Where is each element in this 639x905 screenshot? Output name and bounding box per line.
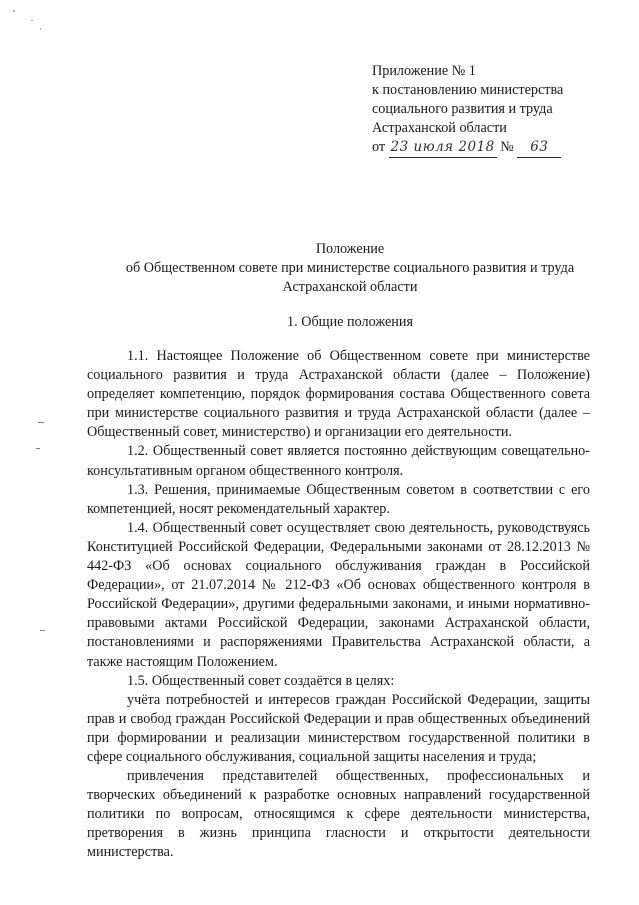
scan-speck <box>31 20 33 21</box>
document-title <box>60 240 639 297</box>
appendix-line: Приложение № 1 <box>372 63 476 79</box>
paragraph: учёта потребностей и интересов граждан Российской Федерации, защиты прав и свобод граждан Российской Федерации и прав общественных объединений при формировании и реализации министерством государственной политики в сфере социального обслуживания, социальной защиты населения и труда; <box>87 691 590 765</box>
handwritten-number: 63 <box>517 138 561 158</box>
handwritten-date: 23 июля 2018 <box>389 138 497 158</box>
paragraph: 1.4. Общественный совет осуществляет свою деятельность, руководствуясь Конституцией Российской Федерации, Федеральными законами от 28.12.2013 № 442-ФЗ «Об основах социального обслуживания граждан в Российской Федерации», от 21.07.2014 № 212-ФЗ «Об основах общественного контроля в Российской Федерации», другими федеральными законами, и иными нормативно-правовыми актами Российской Федерации, законами Астраханской области, постановлениями и распоряжениями Правительства Астраханской области, а также настоящим Положением. <box>87 519 590 670</box>
title-line: Астраханской области <box>282 279 418 295</box>
scan-speck <box>13 10 15 12</box>
scan-mark <box>40 630 45 631</box>
document-body <box>87 347 590 863</box>
appendix-date-line <box>372 138 622 158</box>
paragraph: 1.3. Решения, принимаемые Общественным советом в соответствии с его компетенцией, носят рекомендательный характер. <box>87 481 590 517</box>
number-prefix: № <box>500 139 514 155</box>
paragraph: 1.1. Настоящее Положение об Общественном совете при министерстве социального развития и труда Астраханской области (далее – Положение) определяет компетенцию, порядок формирования состава Общественного совета при министерстве социального развития и труда Астраханской области (далее – Общественный совет, министерство) и организации его деятельности. <box>87 348 590 441</box>
title-line: Положение <box>315 241 385 257</box>
scan-speck <box>40 28 41 30</box>
section-heading: 1. Общие положения <box>287 314 413 330</box>
paragraph: 1.2. Общественный совет является постоянно действующим совещательно-консультативным органом общественного контроля. <box>87 443 590 479</box>
date-prefix: от <box>372 139 386 155</box>
appendix-line: социального развития и труда <box>372 101 553 117</box>
scan-mark <box>36 448 40 449</box>
paragraph: 1.5. Общественный совет создаётся в целях: <box>127 672 395 689</box>
appendix-line: к постановлению министерства <box>372 82 564 98</box>
appendix-line: Астраханской области <box>372 120 507 136</box>
title-line: об Общественном совете при министерстве социального развития и труда <box>125 260 575 276</box>
scan-mark <box>38 422 44 423</box>
paragraph: привлечения представителей общественных, профессиональных и творческих объединений к разработке основных направлений государственной политики по вопросам, относящимся к сфере деятельности министерства, претворения в жизнь принципа гласности и открытости деятельности министерства. <box>87 768 590 861</box>
appendix-header <box>372 62 622 158</box>
